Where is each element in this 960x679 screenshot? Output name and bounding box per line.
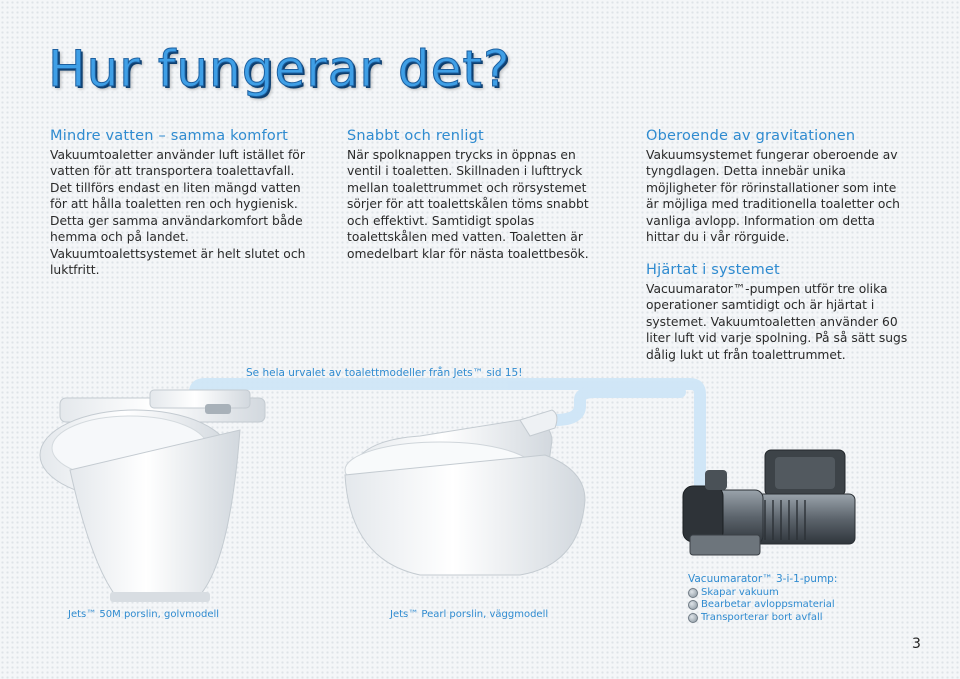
pump-legend-item-label: Skapar vakuum <box>701 586 779 598</box>
section-heading: Hjärtat i systemet <box>646 262 780 278</box>
pump-legend-item <box>688 612 837 625</box>
bullet-icon <box>688 613 698 623</box>
section-body: Vacuumarator™-pumpen utför tre olika operationer samtidigt och är hjärtat i systemet. Vakuumtoaletten använder 60 liter luft vid varje spolning. På så sätt sugs dålig lukt ut från toalettrummet. <box>646 281 908 362</box>
section-heading: Mindre vatten – samma komfort <box>50 128 289 144</box>
pump-legend <box>688 573 837 624</box>
pump-legend-item-label: Bearbetar avloppsmaterial <box>701 599 835 610</box>
section-heading: Snabbt och renligt <box>347 128 484 144</box>
section-body: Vakuumsystemet fungerar oberoende av tyngdlagen. Detta innebär unika möjligheter för rörinstallationer som inte är möjliga med traditionella toaletter och vanliga avlopp. Information om detta hittar du i vår rörguide. <box>646 147 900 244</box>
floor-toilet-image <box>40 390 265 602</box>
bullet-icon <box>688 600 698 610</box>
pump-legend-item <box>688 599 837 612</box>
section-heading: Oberoende av gravitationen <box>646 128 856 144</box>
caption-wall-model: Jets™ Pearl porslin, väggmodell <box>390 609 549 620</box>
pump-legend-item <box>688 587 837 600</box>
page-number: 3 <box>912 636 921 652</box>
page-title: Hur fungerar det? <box>48 40 511 98</box>
pump-legend-title: Vacuumarator™ 3-i-1-pump: <box>688 573 838 585</box>
wall-toilet-image <box>345 410 585 575</box>
caption-floor-model: Jets™ 50M porslin, golvmodell <box>68 609 220 620</box>
pump-legend-item-label: Transporterar bort avfall <box>701 611 823 623</box>
see-more-link[interactable]: Se hela urvalet av toalettmodeller från Jets™ sid 15! <box>246 367 523 379</box>
section-body: Vakuumtoaletter använder luft istället för vatten för att transportera toalettavfall. Det tillförs endast en liten mängd vatten för att hålla toaletten ren och hygienisk. Detta ger samma användarkomfort både hemma och på landet. Vakuumtoalettsystemet är helt slutet och luktfritt. <box>50 147 306 277</box>
bullet-icon <box>688 588 698 598</box>
section-body: När spolknappen trycks in öppnas en ventil i toaletten. Skillnaden i lufttryck mellan toalettrummet och rörsystemet sörjer för att toalettskålen töms snabbt och effektivt. Samtidigt spolas toalettskålen med vatten. Toaletten är omedelbart klar för nästa toalettbesök. <box>347 147 589 261</box>
vacuumarator-pump-image <box>683 450 855 555</box>
